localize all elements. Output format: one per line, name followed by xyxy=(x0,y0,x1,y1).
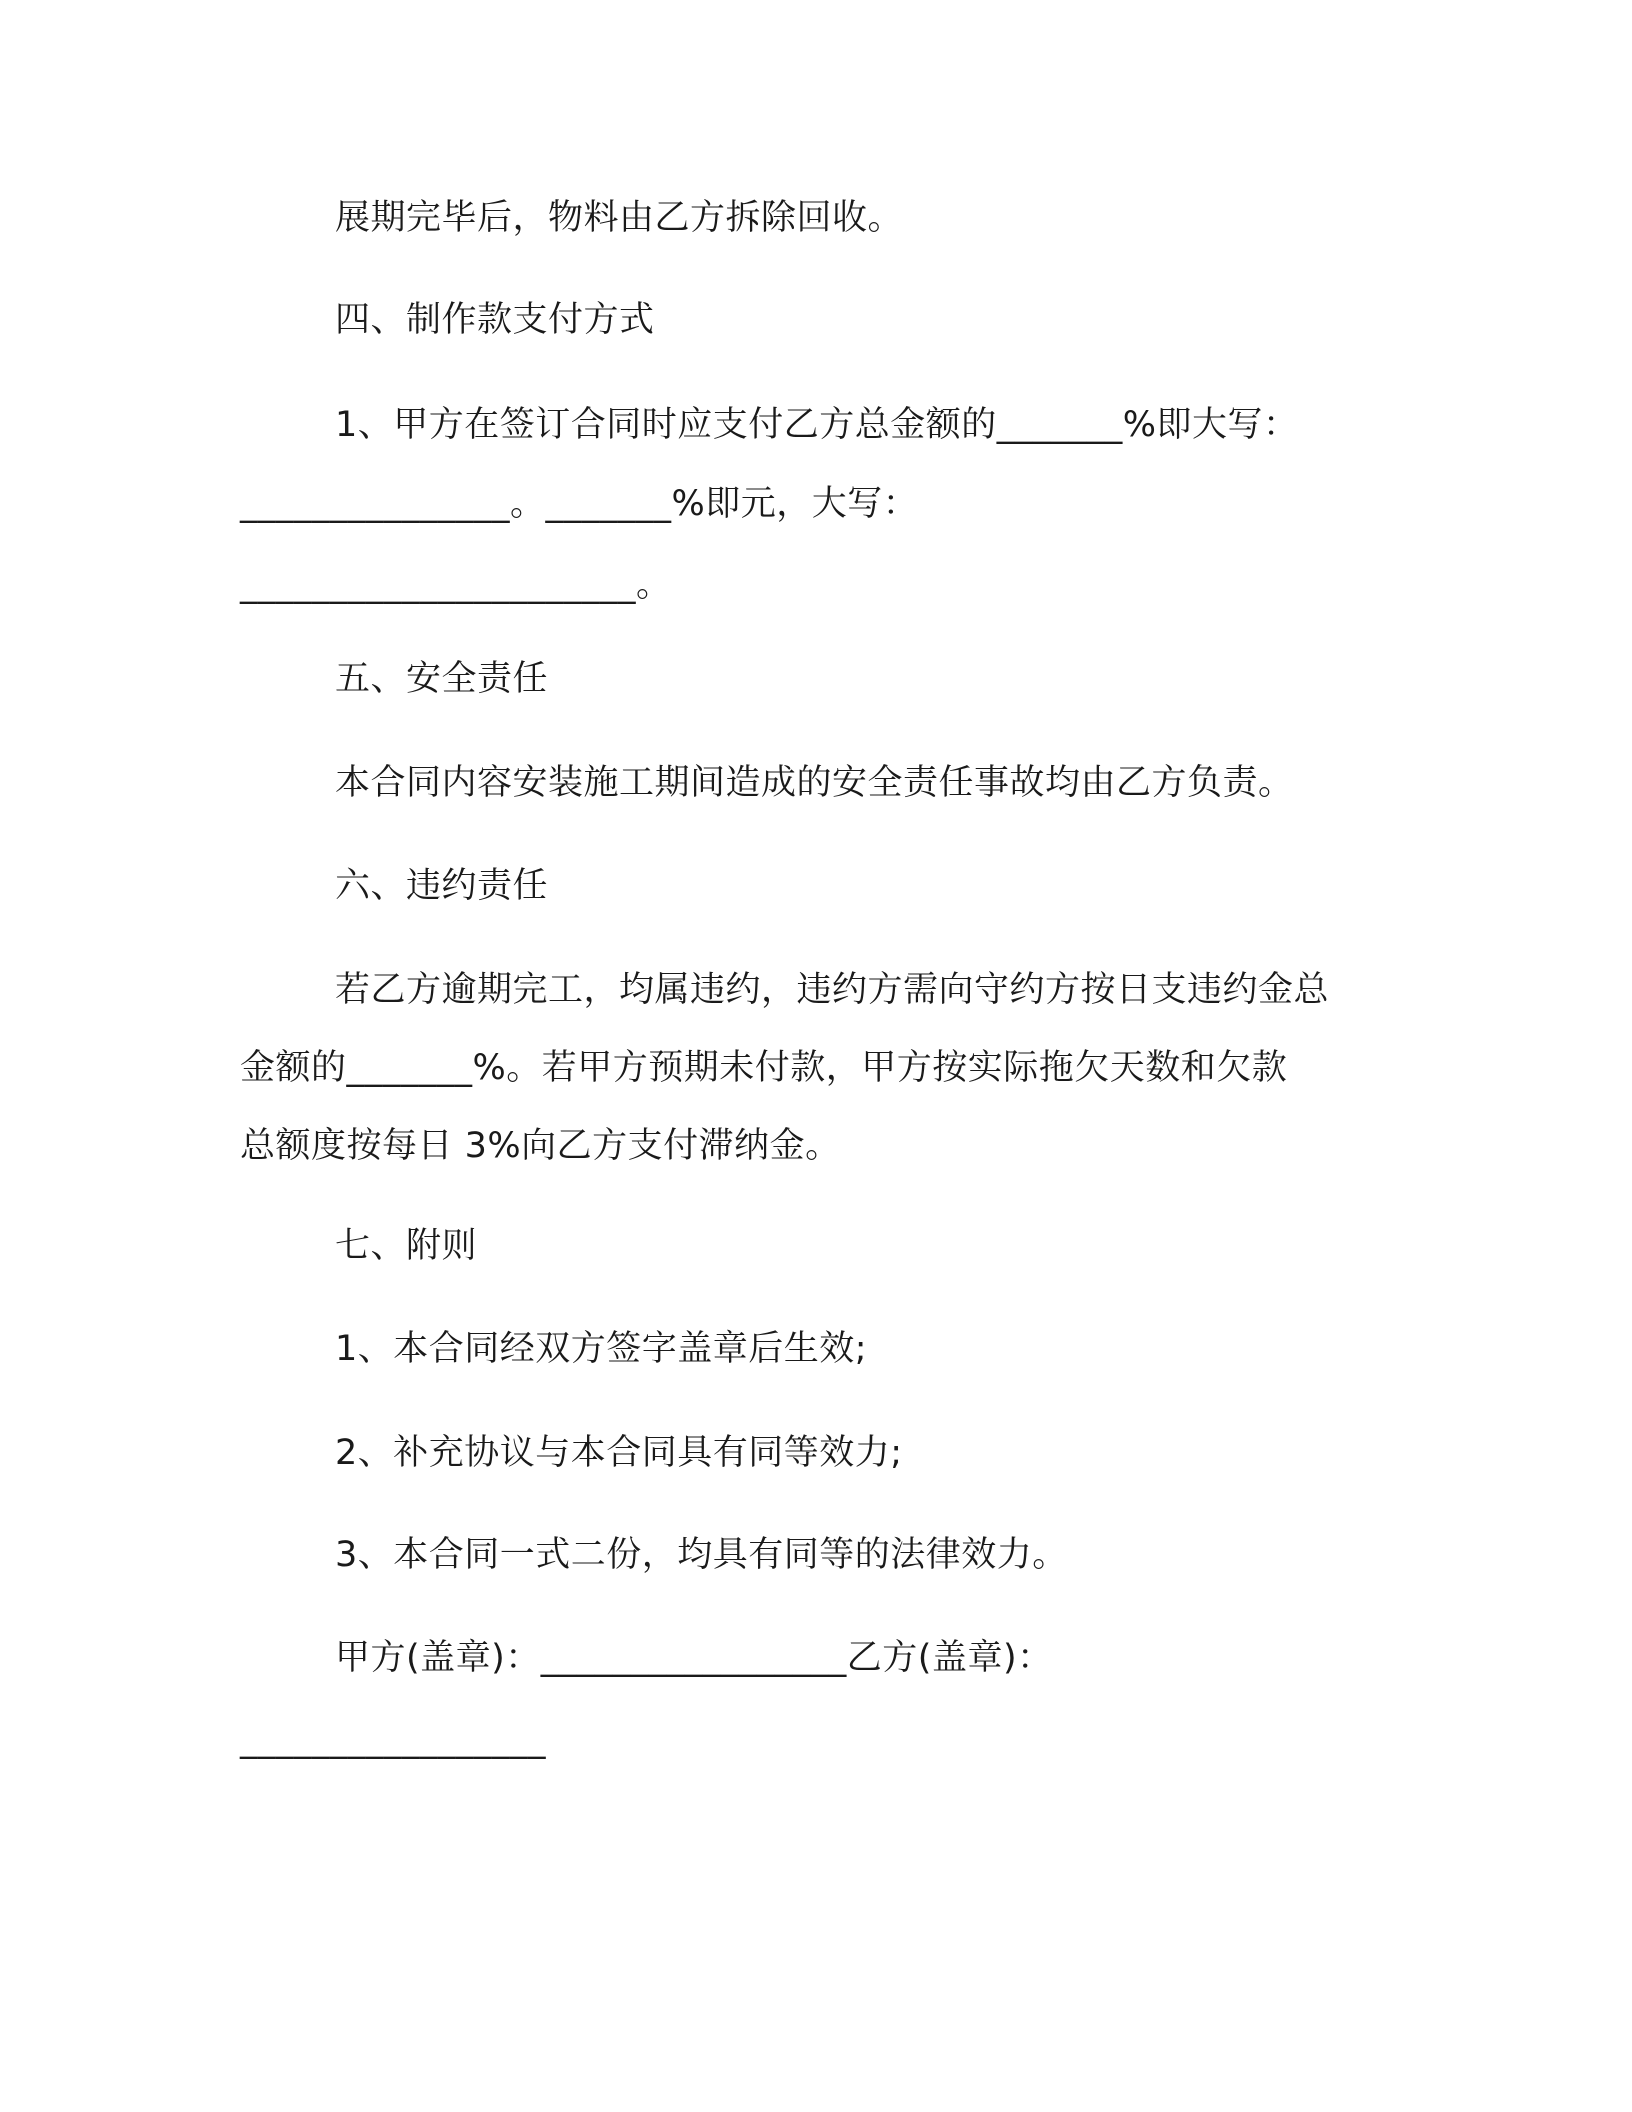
section-heading-safety: 五、安全责任 xyxy=(335,659,549,699)
text-line-payment-2: _______________。_______%即元，大写： xyxy=(240,484,919,524)
text-line-appendix-2: 2、补充协议与本合同具有同等效力; xyxy=(335,1433,903,1473)
text-line-breach-1: 若乙方逾期完工，均属违约，违约方需向守约方按日支违约金总 xyxy=(335,970,1330,1010)
text-line-appendix-1: 1、本合同经双方签字盖章后生效; xyxy=(335,1329,868,1369)
text-line-payment-1: 1、甲方在签订合同时应支付乙方总金额的_______%即大写： xyxy=(335,405,1299,445)
signature-line: 甲方(盖章)：_________________乙方(盖章)： xyxy=(335,1638,1053,1678)
text-line-breach-2: 金额的_______%。若甲方预期未付款，甲方按实际拖欠天数和欠款 xyxy=(240,1048,1288,1088)
signature-blank: _________________ xyxy=(240,1720,546,1760)
text-line-payment-3: ______________________。 xyxy=(240,565,672,605)
section-heading-payment: 四、制作款支付方式 xyxy=(335,300,655,340)
section-heading-breach: 六、违约责任 xyxy=(335,866,549,906)
text-line-breach-3: 总额度按每日 3%向乙方支付滞纳金。 xyxy=(240,1126,841,1166)
text-line-1: 展期完毕后，物料由乙方拆除回收。 xyxy=(335,198,904,238)
section-heading-appendix: 七、附则 xyxy=(335,1226,478,1266)
text-line-appendix-3: 3、本合同一式二份，均具有同等的法律效力。 xyxy=(335,1535,1068,1575)
text-line-safety: 本合同内容安装施工期间造成的安全责任事故均由乙方负责。 xyxy=(335,763,1294,803)
